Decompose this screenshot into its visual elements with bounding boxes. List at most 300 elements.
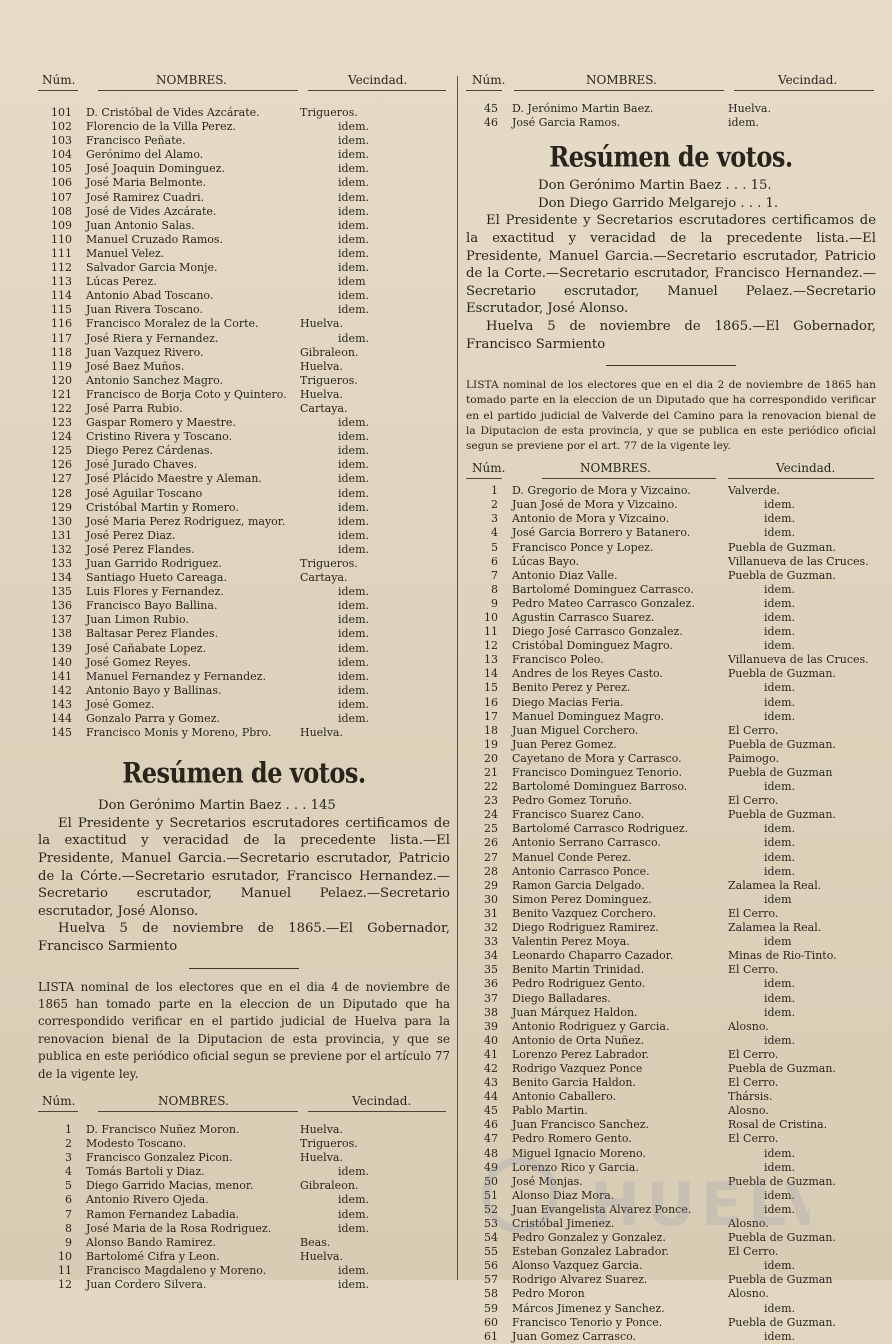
table-row bbox=[38, 501, 450, 515]
row-name: Andres de los Reyes Casto. bbox=[512, 667, 663, 681]
table-row bbox=[466, 484, 876, 498]
table-row bbox=[38, 656, 450, 670]
table-row bbox=[38, 162, 450, 176]
table-row bbox=[38, 1236, 450, 1250]
table-row bbox=[38, 1137, 450, 1151]
row-number: 134 bbox=[51, 571, 72, 585]
table-row bbox=[466, 921, 876, 935]
row-number: 35 bbox=[484, 963, 498, 977]
row-name: Antonio de Mora y Vizcaino. bbox=[512, 512, 670, 526]
row-vecindad: Alosno. bbox=[728, 1287, 769, 1301]
row-vecindad: Trigueros. bbox=[300, 373, 358, 387]
row-vecindad: El Cerro. bbox=[728, 1245, 779, 1259]
row-number: 48 bbox=[484, 1146, 498, 1160]
row-vecindad: idem. bbox=[338, 458, 369, 472]
row-vecindad: El Cerro. bbox=[728, 1047, 779, 1061]
row-number: 110 bbox=[51, 232, 72, 246]
table-row bbox=[466, 738, 876, 752]
row-vecindad: idem. bbox=[338, 176, 369, 190]
row-number: 8 bbox=[491, 582, 498, 596]
table-row bbox=[38, 599, 450, 613]
row-vecindad: idem bbox=[764, 935, 792, 949]
table-row bbox=[466, 1330, 876, 1344]
row-number: 141 bbox=[51, 669, 72, 683]
row-name: Francisco Poleo. bbox=[512, 653, 604, 667]
table-row bbox=[466, 1189, 876, 1203]
header-names: NOMBRES. bbox=[580, 461, 651, 476]
row-vecindad: idem. bbox=[764, 709, 795, 723]
row-name: Leonardo Chaparro Cazador. bbox=[512, 949, 674, 963]
row-number: 129 bbox=[51, 500, 72, 514]
row-number: 31 bbox=[484, 906, 498, 920]
row-number: 117 bbox=[51, 331, 72, 345]
table-row bbox=[466, 1259, 876, 1273]
row-number: 33 bbox=[484, 935, 498, 949]
row-vecindad: Puebla de Guzman bbox=[728, 766, 833, 780]
table-row bbox=[38, 317, 450, 331]
row-vecindad: idem. bbox=[764, 1329, 795, 1343]
row-name: Manuel Conde Perez. bbox=[512, 850, 632, 864]
row-number: 11 bbox=[484, 625, 498, 639]
row-vecindad: idem. bbox=[728, 116, 759, 130]
table-row bbox=[466, 1006, 876, 1020]
row-name: Diego José Carrasco Gonzalez. bbox=[512, 625, 683, 639]
table-row bbox=[466, 555, 876, 569]
row-name: Diego Garrido Macias, menor. bbox=[86, 1179, 254, 1193]
row-vecindad: Trigueros. bbox=[300, 1137, 358, 1151]
row-number: 131 bbox=[51, 528, 72, 542]
row-vecindad: idem. bbox=[338, 120, 369, 134]
row-vecindad: Huelva. bbox=[300, 1249, 343, 1263]
row-vecindad: idem. bbox=[764, 695, 795, 709]
row-name: Juan Evangelista Alvarez Ponce. bbox=[512, 1202, 692, 1216]
row-number: 144 bbox=[51, 712, 72, 726]
table-row bbox=[38, 360, 450, 374]
row-number: 24 bbox=[484, 808, 498, 822]
table-row bbox=[466, 512, 876, 526]
row-name: Esteban Gonzalez Labrador. bbox=[512, 1245, 669, 1259]
row-number: 38 bbox=[484, 1005, 498, 1019]
row-vecindad: Minas de Rio-Tinto. bbox=[728, 949, 837, 963]
row-vecindad: Puebla de Guzman. bbox=[728, 808, 836, 822]
row-number: 15 bbox=[484, 681, 498, 695]
row-number: 1 bbox=[65, 1123, 72, 1136]
row-name: Antonio de Orta Nuñez. bbox=[512, 1033, 645, 1047]
row-name: Simon Perez Dominguez. bbox=[512, 892, 652, 906]
row-number: 8 bbox=[65, 1221, 72, 1235]
row-name: José Garcia Ramos. bbox=[512, 116, 621, 130]
row-number: 122 bbox=[51, 401, 72, 415]
row-number: 23 bbox=[484, 794, 498, 808]
elector-list-2 bbox=[38, 1123, 450, 1292]
row-name: Márcos Jimenez y Sanchez. bbox=[512, 1301, 665, 1315]
row-name: D. Cristóbal de Vides Azcárate. bbox=[86, 106, 260, 119]
row-name: Florencio de la Villa Perez. bbox=[86, 120, 236, 134]
row-number: 20 bbox=[484, 751, 498, 765]
row-number: 114 bbox=[51, 289, 72, 303]
row-number: 133 bbox=[51, 557, 72, 570]
row-vecindad: Zalamea la Real. bbox=[728, 921, 822, 935]
table-row bbox=[466, 639, 876, 653]
row-number: 47 bbox=[484, 1132, 498, 1146]
row-vecindad: Puebla de Guzman. bbox=[728, 1231, 836, 1245]
row-number: 46 bbox=[484, 1118, 498, 1132]
row-vecindad: idem. bbox=[764, 512, 795, 526]
row-vecindad: idem. bbox=[338, 655, 369, 669]
row-vecindad: idem. bbox=[764, 582, 795, 596]
header-num: Núm. bbox=[472, 73, 506, 87]
table-row bbox=[466, 1231, 876, 1245]
row-number: 123 bbox=[51, 416, 72, 430]
row-name: José Perez Flandes. bbox=[86, 542, 195, 556]
row-vecindad: idem. bbox=[338, 218, 369, 232]
row-number: 59 bbox=[484, 1301, 498, 1315]
row-number: 127 bbox=[51, 472, 72, 486]
row-name: Cristino Rivera y Toscano. bbox=[86, 430, 233, 444]
row-name: José Cañabate Lopez. bbox=[86, 641, 207, 655]
table-row bbox=[38, 726, 450, 740]
row-number: 10 bbox=[484, 610, 498, 624]
row-vecindad: Trigueros. bbox=[300, 557, 358, 570]
row-name: Santiago Hueto Careaga. bbox=[86, 571, 227, 585]
resumen-text: El Presidente y Secretarios escrutadores certificamos de la exactitud y veracidad de la precedente lista.—El Presidente, Manuel Garcia.—Secretario escrutador, Patricio de la Córte.—Secretario esrutador, Francisco Hernandez.—Secretario escrutador, Manuel Pelaez.—Secretario escrutador, José Alonso. bbox=[38, 815, 450, 919]
resumen-title: Resúmen de votos. bbox=[122, 756, 366, 790]
row-vecindad: Puebla de Guzman. bbox=[728, 1315, 836, 1329]
table-row bbox=[466, 625, 876, 639]
row-number: 9 bbox=[491, 596, 498, 610]
row-number: 106 bbox=[51, 176, 72, 190]
watermark-text: HUELV bbox=[590, 1170, 810, 1240]
row-vecindad: Thársis. bbox=[728, 1090, 773, 1104]
table-row bbox=[466, 1245, 876, 1259]
row-number: 132 bbox=[51, 542, 72, 556]
row-name: José Maria Perez Rodriguez, mayor. bbox=[86, 514, 286, 528]
table-row bbox=[38, 176, 450, 190]
row-name: Francisco Magdaleno y Moreno. bbox=[86, 1263, 267, 1277]
list-header bbox=[38, 70, 450, 92]
table-row bbox=[38, 529, 450, 543]
row-number: 120 bbox=[51, 373, 72, 387]
row-vecindad: El Cerro. bbox=[728, 963, 779, 977]
row-name: José Jurado Chaves. bbox=[86, 458, 198, 472]
row-name: Francisco Dominguez Tenorio. bbox=[512, 766, 682, 780]
table-row bbox=[466, 611, 876, 625]
row-vecindad: El Cerro. bbox=[728, 1076, 779, 1090]
row-vecindad: idem. bbox=[764, 681, 795, 695]
header-names: NOMBRES. bbox=[158, 1094, 229, 1108]
row-vecindad: idem. bbox=[338, 599, 369, 613]
row-name: Antonio Abad Toscano. bbox=[86, 289, 214, 303]
row-number: 2 bbox=[65, 1137, 72, 1151]
row-name: Francisco Moralez de la Corte. bbox=[86, 317, 259, 331]
row-number: 124 bbox=[51, 430, 72, 444]
row-number: 10 bbox=[58, 1249, 72, 1263]
row-number: 3 bbox=[491, 512, 498, 526]
row-name: José Joaquin Dominguez. bbox=[86, 162, 225, 176]
table-row bbox=[38, 472, 450, 486]
row-name: Alonso Vazquez Garcia. bbox=[512, 1259, 643, 1273]
row-vecindad: Huelva. bbox=[300, 317, 343, 331]
row-name: Antonio Bayo y Ballinas. bbox=[86, 683, 222, 697]
row-vecindad: Gibraleon. bbox=[300, 1179, 359, 1193]
row-name: Alonso Diaz Mora. bbox=[512, 1188, 615, 1202]
row-name: Tomás Bartoli y Diaz. bbox=[86, 1165, 205, 1179]
row-vecindad: Huelva. bbox=[300, 359, 343, 373]
row-vecindad: Huelva. bbox=[300, 1151, 343, 1165]
table-row bbox=[466, 1287, 876, 1301]
row-vecindad: idem. bbox=[338, 486, 369, 500]
row-name: Cayetano de Mora y Carrasco. bbox=[512, 751, 682, 765]
header-names: NOMBRES. bbox=[586, 73, 657, 87]
row-vecindad: El Cerro. bbox=[728, 906, 779, 920]
row-number: 14 bbox=[484, 667, 498, 681]
row-name: Juan Márquez Haldon. bbox=[512, 1005, 638, 1019]
row-name: Antonio Carrasco Ponce. bbox=[512, 864, 650, 878]
row-name: Benito Perez y Perez. bbox=[512, 681, 631, 695]
row-name: Ramon Fernandez Labadia. bbox=[86, 1207, 240, 1221]
row-name: Benito Vazquez Corchero. bbox=[512, 906, 657, 920]
row-number: 140 bbox=[51, 655, 72, 669]
table-row bbox=[466, 102, 876, 116]
row-vecindad: idem. bbox=[338, 289, 369, 303]
row-vecindad: idem. bbox=[338, 1207, 369, 1221]
row-number: 4 bbox=[65, 1165, 72, 1179]
table-row bbox=[38, 219, 450, 233]
row-name: Gaspar Romero y Maestre. bbox=[86, 416, 236, 430]
row-name: José Parra Rubio. bbox=[86, 401, 183, 415]
row-vecindad: idem. bbox=[338, 1165, 369, 1179]
table-row bbox=[466, 653, 876, 667]
row-number: 17 bbox=[484, 709, 498, 723]
list-header-2 bbox=[466, 458, 876, 480]
table-row bbox=[466, 893, 876, 907]
row-name: José Maria de la Rosa Rodriguez. bbox=[86, 1221, 272, 1235]
row-number: 52 bbox=[484, 1202, 498, 1216]
row-number: 19 bbox=[484, 737, 498, 751]
table-row bbox=[466, 116, 876, 130]
row-name: Pedro Moron bbox=[512, 1287, 585, 1301]
row-name: Juan Gomez Carrasco. bbox=[512, 1329, 637, 1343]
row-name: Cristóbal Jimenez. bbox=[512, 1217, 615, 1231]
table-row bbox=[466, 879, 876, 893]
row-name: Juan Limon Rubio. bbox=[86, 613, 189, 627]
row-name: Salvador Garcia Monje. bbox=[86, 261, 218, 275]
header-vecindad: Vecindad. bbox=[348, 73, 408, 87]
row-name: Antonio Rodriguez y Garcia. bbox=[512, 1019, 670, 1033]
row-name: Ramon Garcia Delgado. bbox=[512, 878, 645, 892]
table-row bbox=[466, 1034, 876, 1048]
table-row bbox=[38, 1208, 450, 1222]
row-name: Antonio Serrano Carrasco. bbox=[512, 836, 661, 850]
row-name: Bartolomé Dominguez Barroso. bbox=[512, 780, 688, 794]
row-vecindad: idem. bbox=[764, 780, 795, 794]
row-number: 107 bbox=[51, 190, 72, 204]
row-number: 2 bbox=[491, 498, 498, 512]
row-vecindad: idem. bbox=[338, 585, 369, 599]
table-row bbox=[38, 1193, 450, 1207]
row-vecindad: Trigueros. bbox=[300, 106, 358, 119]
row-vecindad: Villanueva de las Cruces. bbox=[728, 653, 869, 667]
table-row bbox=[38, 642, 450, 656]
row-vecindad: idem. bbox=[764, 1301, 795, 1315]
right-column bbox=[466, 70, 876, 1344]
table-row bbox=[466, 808, 876, 822]
resumen-vote-line: Don Gerónimo Martin Baez . . . 145 bbox=[98, 798, 336, 814]
row-vecindad: Zalamea la Real. bbox=[728, 878, 822, 892]
table-row bbox=[466, 498, 876, 512]
row-name: Rodrigo Vazquez Ponce bbox=[512, 1061, 643, 1075]
row-vecindad: idem. bbox=[338, 1193, 369, 1207]
row-number: 1 bbox=[491, 484, 498, 498]
table-row bbox=[38, 120, 450, 134]
row-name: Juan Francisco Sanchez. bbox=[512, 1118, 649, 1132]
row-name: Baltasar Perez Flandes. bbox=[86, 627, 219, 641]
table-row bbox=[38, 1264, 450, 1278]
row-name: Gonzalo Parra y Gomez. bbox=[86, 712, 220, 726]
row-vecindad: idem. bbox=[764, 526, 795, 540]
row-number: 121 bbox=[51, 387, 72, 401]
table-row bbox=[38, 191, 450, 205]
row-number: 9 bbox=[65, 1235, 72, 1249]
table-row bbox=[466, 977, 876, 991]
table-row bbox=[38, 233, 450, 247]
row-vecindad: Puebla de Guzman. bbox=[728, 737, 836, 751]
row-name: Lúcas Perez. bbox=[86, 275, 157, 289]
table-row bbox=[466, 1302, 876, 1316]
row-name: José Gomez Reyes. bbox=[86, 655, 191, 669]
row-name: Francisco Tenorio y Ponce. bbox=[512, 1315, 663, 1329]
row-name: Juan Cordero Silvera. bbox=[86, 1278, 207, 1292]
resumen-text: El Presidente y Secretarios escrutadores certificamos de la exactitud y veracidad de la precedente lista.—El Presidente, Manuel Garcia.—Secretario escrutador, Patricio de la Corte.—Secretario escrutador, Francisco Hernandez.—Secretario escrutador, Manuel Pelaez.—Secretario Escrutador, José Alonso. bbox=[466, 213, 876, 317]
row-vecindad: Alosno. bbox=[728, 1104, 769, 1118]
row-name: Alonso Bando Ramirez. bbox=[86, 1235, 216, 1249]
table-row bbox=[38, 388, 450, 402]
row-number: 34 bbox=[484, 949, 498, 963]
row-vecindad: idem. bbox=[764, 1259, 795, 1273]
table-row bbox=[466, 1273, 876, 1287]
table-row bbox=[466, 1161, 876, 1175]
table-row bbox=[466, 992, 876, 1006]
row-number: 41 bbox=[484, 1047, 498, 1061]
row-vecindad: idem. bbox=[338, 1278, 369, 1292]
row-name: Francisco de Borja Coto y Quintero. bbox=[86, 387, 287, 401]
table-row bbox=[38, 698, 450, 712]
table-row bbox=[38, 148, 450, 162]
row-number: 101 bbox=[51, 106, 72, 119]
table-row bbox=[38, 374, 450, 388]
row-number: 25 bbox=[484, 822, 498, 836]
row-number: 116 bbox=[51, 317, 72, 331]
row-vecindad: idem. bbox=[338, 1221, 369, 1235]
header-vecindad: Vecindad. bbox=[352, 1094, 412, 1108]
row-name: Juan Miguel Corchero. bbox=[512, 723, 639, 737]
row-number: 11 bbox=[58, 1263, 72, 1277]
row-vecindad: Beas. bbox=[300, 1235, 331, 1249]
row-vecindad: Cartaya. bbox=[300, 571, 348, 585]
row-number: 125 bbox=[51, 444, 72, 458]
row-number: 12 bbox=[484, 639, 498, 653]
table-row bbox=[466, 963, 876, 977]
row-vecindad: idem. bbox=[338, 204, 369, 218]
row-name: Pedro Gonzalez y Gonzalez. bbox=[512, 1231, 666, 1245]
table-row bbox=[466, 1090, 876, 1104]
row-number: 55 bbox=[484, 1245, 498, 1259]
row-number: 37 bbox=[484, 991, 498, 1005]
table-row bbox=[466, 1316, 876, 1330]
row-vecindad: idem. bbox=[764, 1146, 795, 1160]
row-number: 45 bbox=[484, 1104, 498, 1118]
row-vecindad: idem. bbox=[338, 430, 369, 444]
row-number: 119 bbox=[51, 359, 72, 373]
table-row bbox=[38, 205, 450, 219]
row-vecindad: idem. bbox=[764, 991, 795, 1005]
table-row bbox=[38, 627, 450, 641]
row-name: Lorenzo Rico y Garcia. bbox=[512, 1160, 639, 1174]
row-number: 5 bbox=[65, 1179, 72, 1193]
table-row bbox=[38, 585, 450, 599]
row-number: 135 bbox=[51, 585, 72, 599]
row-name: Diego Perez Cárdenas. bbox=[86, 444, 214, 458]
row-vecindad: El Cerro. bbox=[728, 1132, 779, 1146]
row-number: 39 bbox=[484, 1019, 498, 1033]
header-names: NOMBRES. bbox=[156, 73, 227, 87]
table-row bbox=[466, 1020, 876, 1034]
row-name: Lúcas Bayo. bbox=[512, 554, 580, 568]
row-name: José Maria Belmonte. bbox=[86, 176, 207, 190]
row-number: 5 bbox=[491, 540, 498, 554]
table-row bbox=[38, 571, 450, 585]
row-name: José Aguilar Toscano bbox=[86, 486, 203, 500]
row-number: 139 bbox=[51, 641, 72, 655]
row-number: 12 bbox=[58, 1278, 72, 1292]
row-number: 32 bbox=[484, 921, 498, 935]
row-number: 13 bbox=[484, 653, 498, 667]
row-vecindad: Gibraleon. bbox=[300, 345, 359, 359]
row-number: 51 bbox=[484, 1188, 498, 1202]
row-number: 58 bbox=[484, 1287, 498, 1301]
table-row bbox=[466, 1147, 876, 1161]
row-vecindad: Cartaya. bbox=[300, 401, 348, 415]
row-vecindad: Puebla de Guzman. bbox=[728, 1061, 836, 1075]
row-number: 143 bbox=[51, 697, 72, 711]
header-num: Núm. bbox=[42, 1094, 76, 1108]
row-vecindad: idem. bbox=[338, 528, 369, 542]
row-vecindad: Puebla de Guzman. bbox=[728, 667, 836, 681]
row-number: 26 bbox=[484, 836, 498, 850]
row-vecindad: idem. bbox=[338, 514, 369, 528]
table-row bbox=[38, 430, 450, 444]
row-name: José Gomez. bbox=[86, 697, 155, 711]
table-row bbox=[466, 1118, 876, 1132]
row-vecindad: Rosal de Cristina. bbox=[728, 1118, 828, 1132]
table-row bbox=[38, 684, 450, 698]
row-vecindad: Puebla de Guzman bbox=[728, 1273, 833, 1287]
elector-list-2 bbox=[466, 484, 876, 1344]
row-name: Pedro Gomez Toruño. bbox=[512, 794, 632, 808]
row-name: Pedro Rodriguez Gento. bbox=[512, 977, 646, 991]
row-number: 111 bbox=[51, 246, 72, 260]
table-row bbox=[466, 794, 876, 808]
row-vecindad: Puebla de Guzman. bbox=[728, 540, 836, 554]
table-row bbox=[38, 557, 450, 571]
table-row bbox=[466, 681, 876, 695]
row-vecindad: idem. bbox=[764, 836, 795, 850]
row-name: Diego Macias Feria. bbox=[512, 695, 624, 709]
row-name: Bartolomé Dominguez Carrasco. bbox=[512, 582, 694, 596]
table-row bbox=[38, 303, 450, 317]
table-row bbox=[466, 1076, 876, 1090]
row-vecindad: Huelva. bbox=[300, 387, 343, 401]
